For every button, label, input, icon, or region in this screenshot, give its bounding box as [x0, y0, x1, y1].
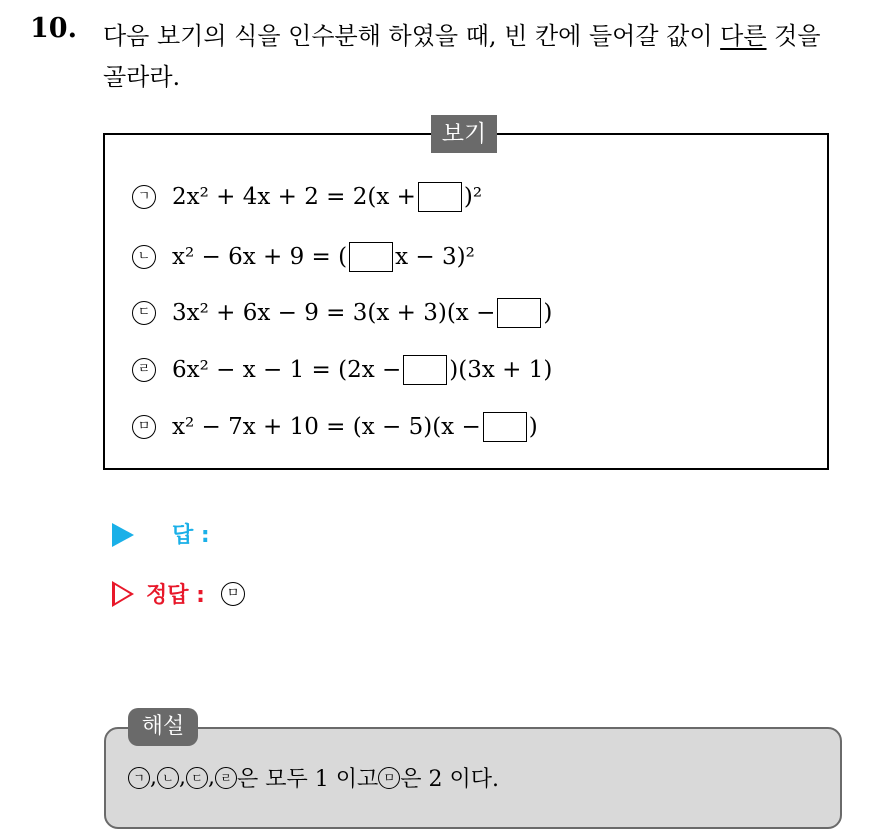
bogi-item-1 [132, 180, 482, 214]
item-expression-left: x² − 7x + 10 = (x − 5)(x − [172, 414, 481, 440]
explanation-text: ㄱ , ㄴ , ㄷ , ㄹ 은 모두 1 이고 ㅁ 은 2 이다. [128, 762, 499, 793]
answer-blank [497, 298, 541, 328]
bogi-item-2 [132, 240, 475, 274]
correct-answer-value: ㅁ [221, 582, 245, 606]
bogi-item-5 [132, 410, 538, 444]
play-triangle-icon [112, 523, 134, 547]
explanation-middle: 은 모두 1 이고 [237, 767, 379, 792]
correct-answer-label: 정답 : [146, 583, 205, 608]
answer-label: 답 : [172, 523, 210, 548]
question-number: 10. [30, 13, 77, 44]
outline-triangle-icon [112, 581, 134, 607]
marker-4: ㄹ [215, 767, 237, 789]
marker-2: ㄴ [157, 767, 179, 789]
question-text-after: 것을 [766, 22, 821, 50]
item-expression-right: )(3x + 1) [449, 357, 553, 383]
explanation-end: 은 2 이다. [400, 767, 499, 792]
bogi-item-4 [132, 353, 552, 387]
explanation-label: 해설 [128, 708, 198, 746]
marker-1: ㄱ [128, 767, 150, 789]
answer-blank [418, 182, 462, 212]
question-text-before: 다음 보기의 식을 인수분해 하였을 때, 빈 칸에 들어갈 값이 [103, 22, 721, 50]
answer-blank [483, 412, 527, 442]
marker-5: ㅁ [378, 767, 400, 789]
answer-blank [349, 242, 393, 272]
question-underlined-word: 다른 [720, 22, 767, 50]
item-expression-left: 2x² + 4x + 2 = 2(x + [172, 184, 416, 210]
item-marker: ㄷ [132, 301, 156, 325]
item-expression-left: x² − 6x + 9 = ( [172, 244, 348, 270]
marker-3: ㄷ [186, 767, 208, 789]
item-marker: ㄱ [132, 185, 156, 209]
item-expression-right: )² [463, 184, 483, 210]
item-expression-right: ) [528, 414, 538, 440]
question-text-line2: 골라라. [103, 63, 181, 91]
question-text-line1 [103, 16, 821, 51]
answer-blank [403, 355, 447, 385]
correct-answer-row [112, 578, 261, 609]
bogi-item-3 [132, 296, 552, 330]
item-marker: ㄹ [132, 358, 156, 382]
item-expression-left: 3x² + 6x − 9 = 3(x + 3)(x − [172, 300, 496, 326]
item-marker: ㅁ [132, 415, 156, 439]
item-expression-right: ) [543, 300, 553, 326]
item-expression-right: x − 3)² [395, 244, 475, 270]
item-expression-left: 6x² − x − 1 = (2x − [172, 357, 402, 383]
bogi-label: 보기 [431, 115, 497, 153]
item-marker: ㄴ [132, 245, 156, 269]
